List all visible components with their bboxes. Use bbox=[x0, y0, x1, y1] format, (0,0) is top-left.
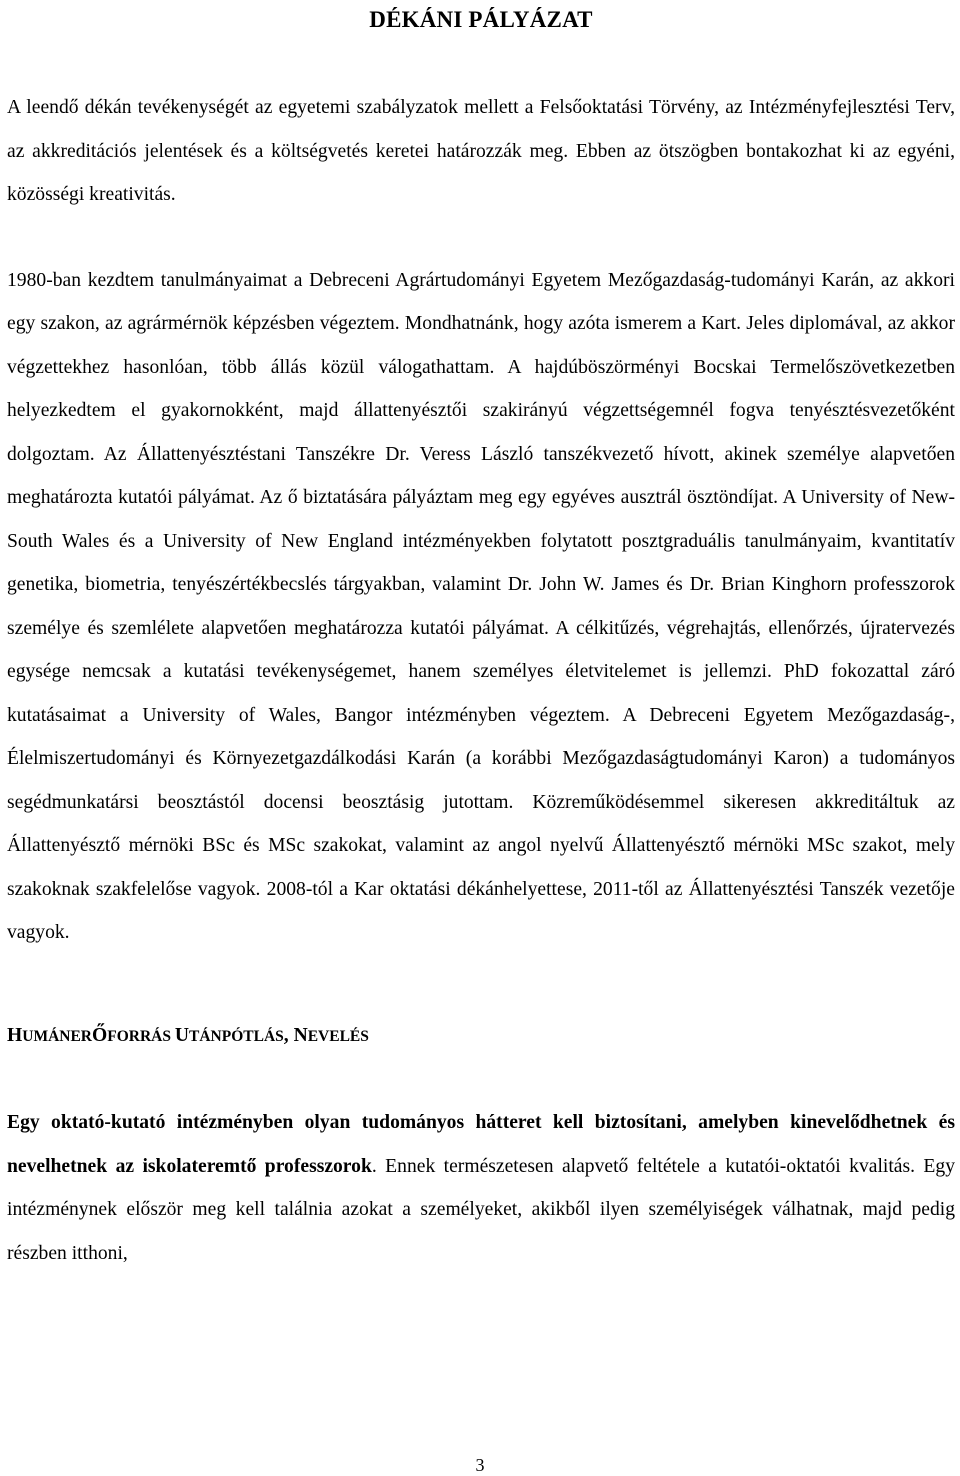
heading-part: H bbox=[7, 1024, 23, 1046]
heading-part: EVELÉS bbox=[307, 1027, 369, 1045]
heading-part: UMÁNER bbox=[22, 1027, 92, 1045]
heading-part: , bbox=[283, 1024, 294, 1046]
document-page bbox=[7, 0, 955, 1275]
paragraph-bold-lead: Egy oktató-kutató intézményben olyan tudományos hátteret kell biztosítani, amelyben kinevelődhetnek és nevelhetnek az iskolateremtő professzorok bbox=[7, 1112, 955, 1177]
heading-part: FORRÁS bbox=[107, 1027, 175, 1045]
document-title: DÉKÁNI PÁLYÁZAT bbox=[369, 7, 593, 32]
paragraph-body: . Ennek természetesen alapvető feltétele a kutatói-oktatói kvalitás. Egy intézménynek először meg kell találnia azokat a személyeket, akikből ilyen személyiségek válhatnak, majd pedig részben itthoni, bbox=[7, 1155, 955, 1264]
paragraph-human-resources bbox=[7, 1101, 955, 1275]
page-number: 3 bbox=[475, 1455, 485, 1475]
heading-part: TÁNPÓTLÁS bbox=[189, 1027, 284, 1045]
paragraph-intro: A leendő dékán tevékenységét az egyetemi szabályzatok mellett a Felsőoktatási Törvény, az Intézményfejlesztési Terv, az akkreditációs jelentések és a költségvetés keretei határozzák meg. Ebben az ötszögben bontakozhat ki az egyéni, közösségi kreativitás. bbox=[7, 97, 955, 205]
heading-part: U bbox=[174, 1024, 190, 1046]
heading-part: N bbox=[293, 1024, 308, 1046]
heading-part: Ő bbox=[92, 1024, 108, 1046]
section-heading bbox=[7, 1014, 955, 1059]
paragraph-biography: 1980-ban kezdtem tanulmányaimat a Debreceni Agrártudományi Egyetem Mezőgazdaság-tudományi Karán, az akkori egy szakon, az agrármérnök képzésben végeztem. Mondhatnánk, hogy azóta ismerem a Kart. Jeles diplomával, az akkor végzettekhez hasonlóan, több állás közül válogathattam. A hajdúböszörményi Bocskai Termelőszövetkezetben helyezkedtem el gyakornokként, majd állattenyésztői szakirányú végzettségemnél fogva tenyésztésvezetőként dolgoztam. Az Állattenyésztéstani Tanszékre Dr. Veress László tanszékvezető hívott, akinek személye alapvetően meghatározta kutatói pályámat. Az ő biztatására pályáztam meg egy egyéves ausztrál ösztöndíjat. A University of New-South Wales és a University of New England intézményekben folytatott posztgraduális tanulmányaim, kvantitatív genetika, biometria, tenyészértékbecslés tárgyakban, valamint Dr. John W. James és Dr. Brian Kinghorn professzorok személye és szemlélete alapvetően meghatározza kutatói pályámat. A célkitűzés, végrehajtás, ellenőrzés, újratervezés egysége nemcsak a kutatási tevékenységemet, hanem személyes életvitelemet is jellemzi. PhD fokozattal záró kutatásaimat a University of Wales, Bangor intézményben végeztem. A Debreceni Egyetem Mezőgazdaság-, Élelmiszertudományi és Környezetgazdálkodási Karán (a korábbi Mezőgazdaságtudományi Karon) a tudományos segédmunkatársi beosztástól docensi beosztásig jutottam. Közreműködésemmel sikeresen akkreditáltuk az Állattenyésztő mérnöki BSc és MSc szakokat, valamint az angol nyelvű Állattenyésztő mérnöki MSc szakot, mely szakoknak szakfelelőse vagyok. 2008-tól a Kar oktatási dékánhelyettese, 2011-től az Állattenyésztési Tanszék vezetője vagyok. bbox=[7, 269, 955, 943]
